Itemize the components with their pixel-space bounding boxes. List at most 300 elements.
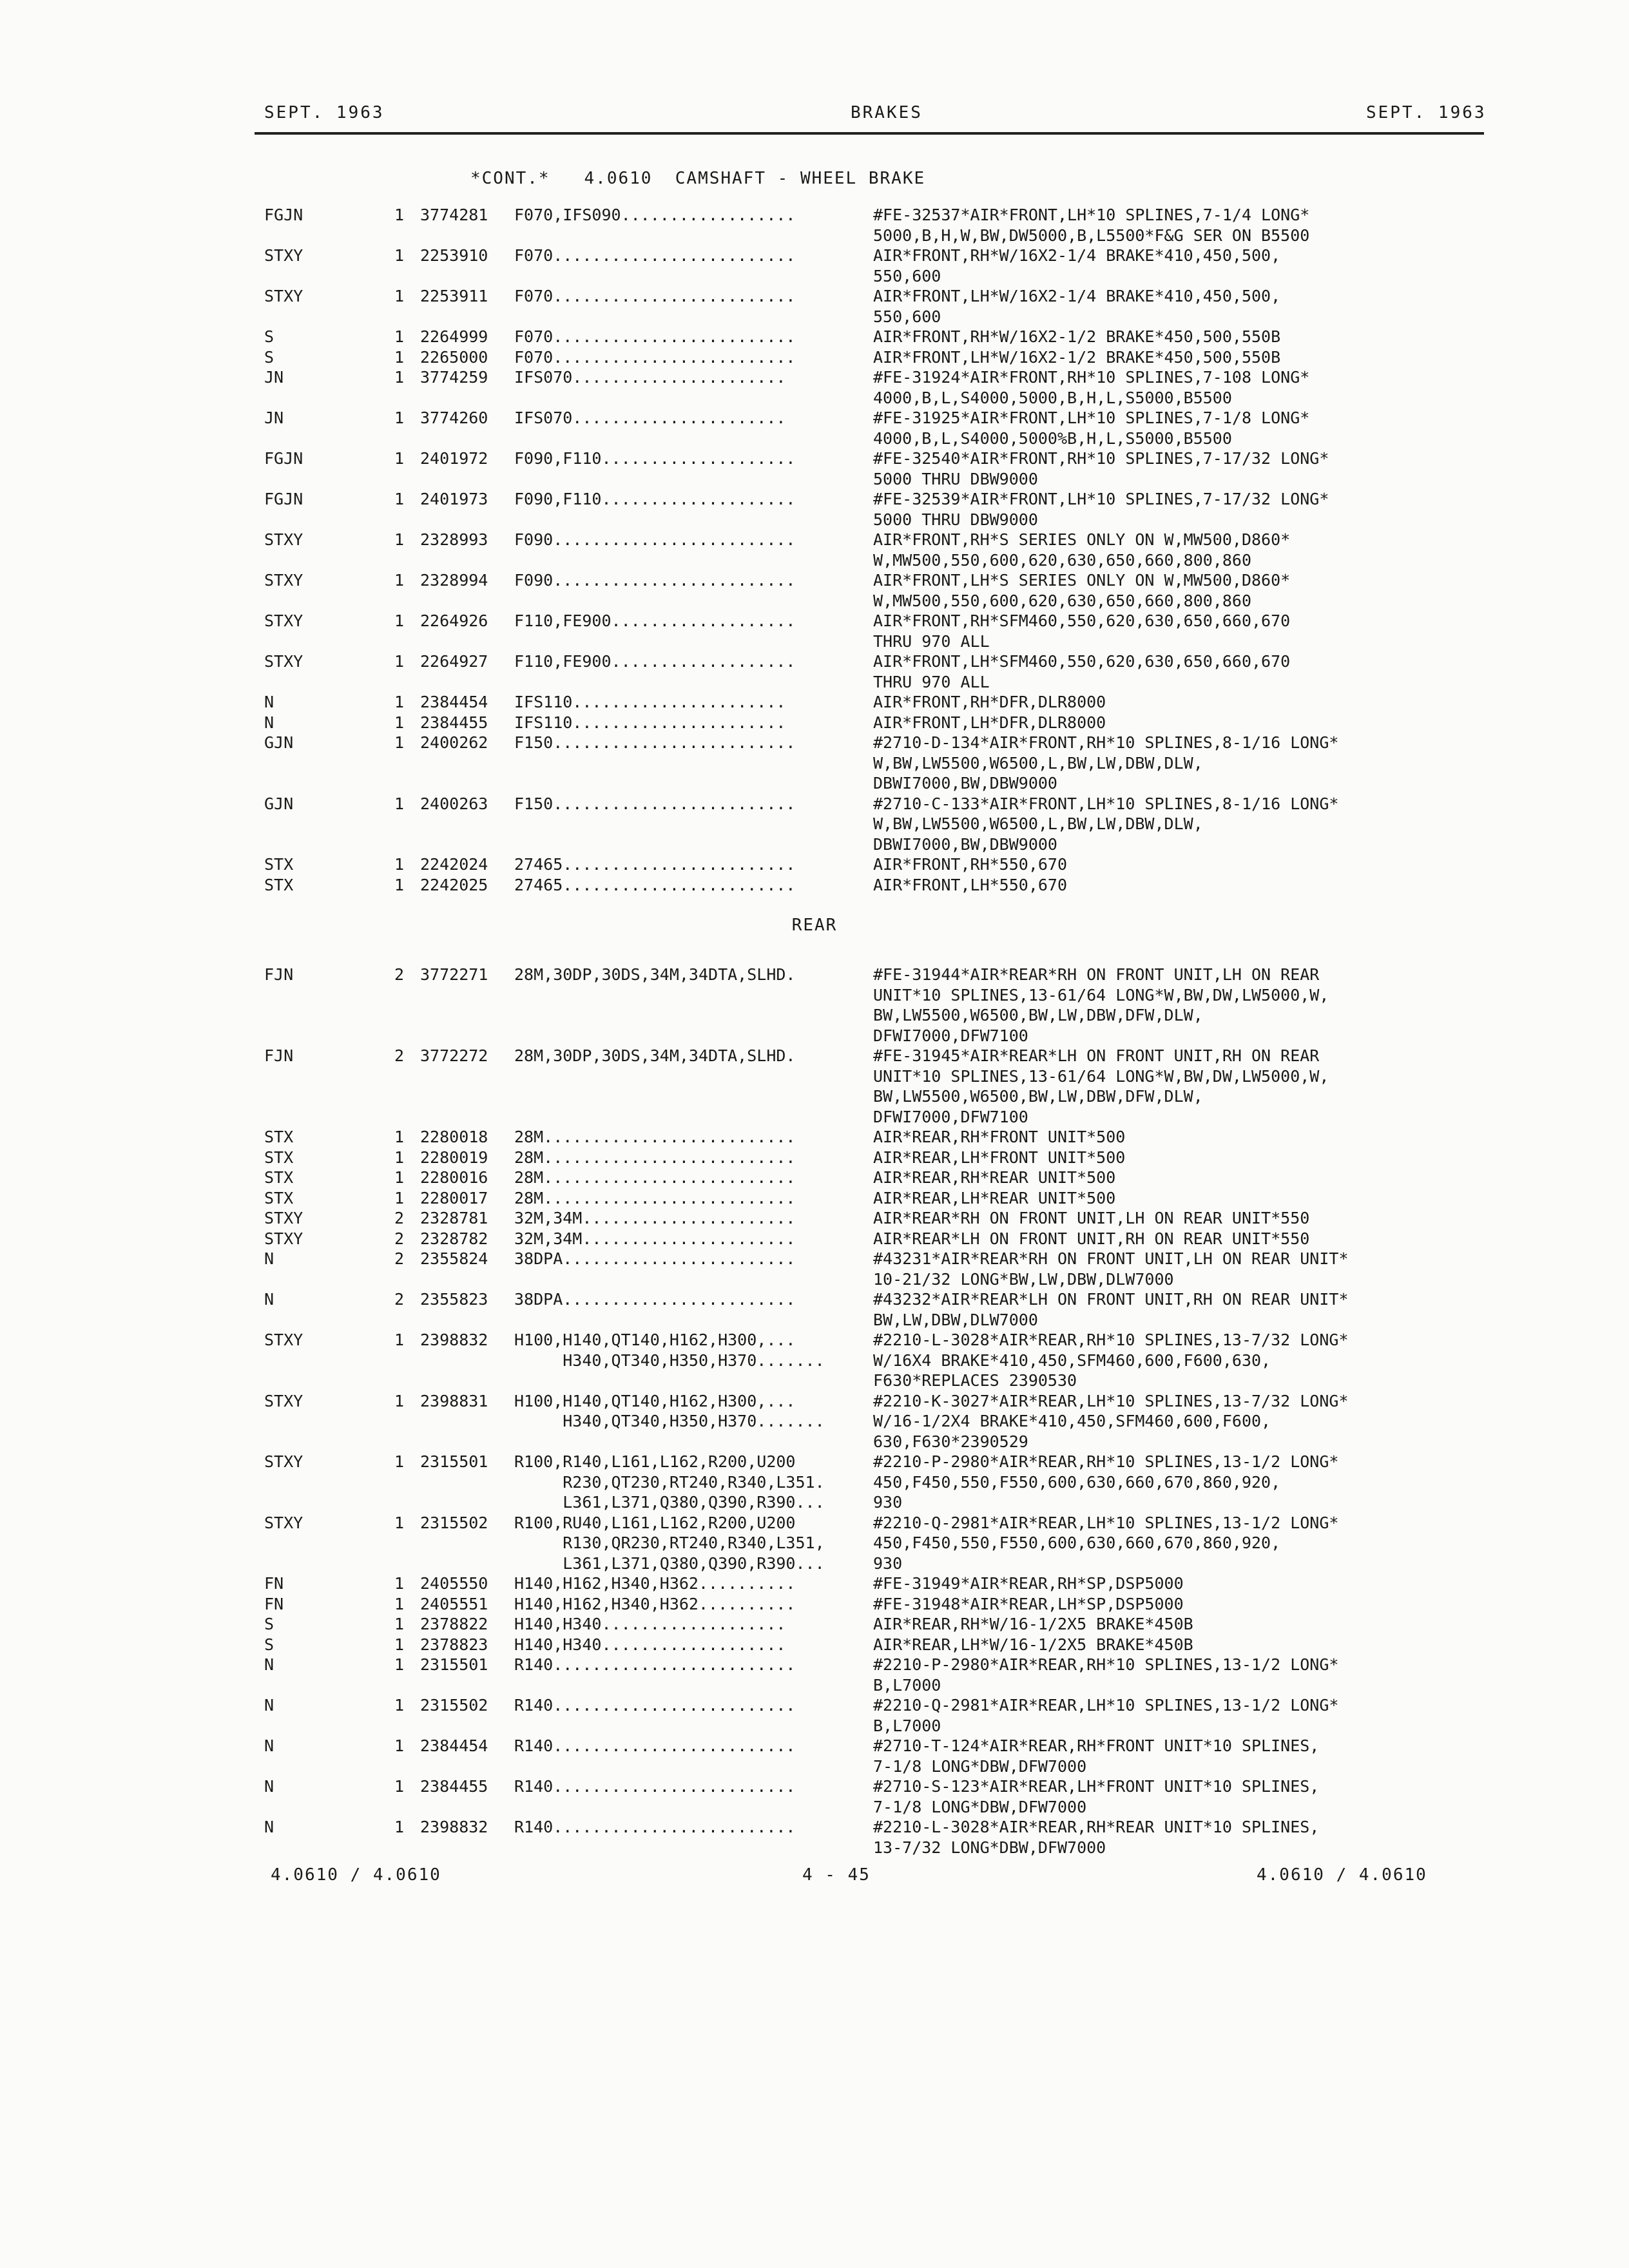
- part-number: 2280019: [420, 1148, 488, 1167]
- parts-list: [0, 205, 1629, 1858]
- part-row: [0, 1046, 1629, 1127]
- model-line: F070.........................: [514, 287, 796, 305]
- model-line: IFS070......................: [514, 408, 786, 427]
- description-line: 550,600: [873, 266, 941, 285]
- vehicle-code: JN: [264, 368, 284, 387]
- part-number: 2405550: [420, 1574, 488, 1593]
- model-line: R100,R140,L161,L162,R200,U200: [514, 1452, 796, 1471]
- model-line: 28M..........................: [514, 1168, 796, 1187]
- quantity: 1: [394, 246, 405, 265]
- part-description: [873, 692, 1479, 713]
- part-number: 2378822: [420, 1615, 488, 1633]
- description-line: #FE-32539*AIR*FRONT,LH*10 SPLINES,7-17/32 LONG*: [873, 490, 1329, 508]
- part-number: 2264926: [420, 611, 488, 630]
- description-line: #2210-L-3028*AIR*REAR,RH*10 SPLINES,13-7/32 LONG*: [873, 1331, 1349, 1349]
- model-list: [514, 1330, 865, 1370]
- description-line: DFWI7000,DFW7100: [873, 1107, 1028, 1126]
- quantity: 1: [394, 1391, 405, 1410]
- vehicle-code: N: [264, 1777, 275, 1796]
- vehicle-code: N: [264, 693, 275, 711]
- model-list: [514, 611, 865, 631]
- part-number: 2253910: [420, 246, 488, 265]
- vehicle-code: FN: [264, 1574, 284, 1593]
- quantity: 1: [394, 490, 405, 508]
- part-row: [0, 1229, 1629, 1249]
- model-list: [514, 794, 865, 814]
- part-row: [0, 854, 1629, 875]
- model-line: 28M,30DP,30DS,34M,34DTA,SLHD.: [514, 965, 796, 984]
- model-line: F090,F110....................: [514, 490, 796, 508]
- model-line: H100,H140,QT140,H162,H300,...: [514, 1391, 796, 1410]
- description-line: #FE-31925*AIR*FRONT,LH*10 SPLINES,7-1/8 LONG*: [873, 408, 1310, 427]
- part-row: [0, 875, 1629, 896]
- model-line: F070.........................: [514, 246, 796, 265]
- part-row: [0, 1635, 1629, 1655]
- part-description: [873, 611, 1479, 651]
- part-row: [0, 327, 1629, 347]
- model-list: [514, 1229, 865, 1249]
- quantity: 1: [394, 1696, 405, 1715]
- quantity: 1: [394, 368, 405, 387]
- description-line: UNIT*10 SPLINES,13-61/64 LONG*W,BW,DW,LW5000,W,: [873, 1066, 1329, 1086]
- quantity: 1: [394, 1331, 405, 1349]
- model-line: H340,QT340,H350,H370.......: [514, 1350, 825, 1370]
- part-row: [0, 1391, 1629, 1452]
- part-number: 2328781: [420, 1209, 488, 1227]
- description-line: #43231*AIR*REAR*RH ON FRONT UNIT,LH ON REAR UNIT*: [873, 1249, 1349, 1268]
- part-row: [0, 651, 1629, 692]
- quantity: 1: [394, 875, 405, 894]
- part-number: 2400263: [420, 794, 488, 813]
- quantity: 1: [394, 327, 405, 346]
- model-list: [514, 489, 865, 510]
- part-row: [0, 1655, 1629, 1695]
- part-description: [873, 245, 1479, 286]
- part-number: 2384455: [420, 713, 488, 732]
- part-description: [873, 1127, 1479, 1148]
- description-line: AIR*FRONT,LH*W/16X2-1/2 BRAKE*450,500,550B: [873, 347, 1281, 367]
- part-description: [873, 1391, 1479, 1452]
- description-line: BW,LW,DBW,DLW7000: [873, 1310, 1038, 1329]
- quantity: 1: [394, 855, 405, 874]
- part-row: [0, 1594, 1629, 1615]
- model-line: R140.........................: [514, 1736, 796, 1755]
- model-list: [514, 1148, 865, 1168]
- quantity: 1: [394, 794, 405, 813]
- description-line: AIR*FRONT,RH*DFR,DLR8000: [873, 693, 1106, 711]
- description-line: 450,F450,550,F550,600,630,660,670,860,920,: [873, 1472, 1281, 1492]
- model-list: [514, 1776, 865, 1797]
- vehicle-code: S: [264, 1635, 275, 1654]
- part-row: [0, 1208, 1629, 1229]
- quantity: 1: [394, 571, 405, 590]
- vehicle-code: STXY: [264, 1513, 304, 1532]
- quantity: 1: [394, 206, 405, 224]
- description-line: AIR*FRONT,RH*SFM460,550,620,630,650,660,670: [873, 611, 1291, 630]
- part-description: [873, 1695, 1479, 1736]
- description-line: 10-21/32 LONG*BW,LW,DBW,DLW7000: [873, 1269, 1174, 1289]
- description-line: UNIT*10 SPLINES,13-61/64 LONG*W,BW,DW,LW5000,W,: [873, 985, 1329, 1004]
- part-row: [0, 1776, 1629, 1817]
- part-description: [873, 965, 1479, 1046]
- part-description: [873, 1168, 1479, 1188]
- description-line: AIR*FRONT,LH*DFR,DLR8000: [873, 713, 1106, 732]
- model-list: [514, 448, 865, 469]
- part-description: [873, 854, 1479, 875]
- description-line: THRU 970 ALL: [873, 672, 990, 691]
- part-number: 2328782: [420, 1229, 488, 1248]
- part-number: 2242024: [420, 855, 488, 874]
- description-line: #FE-31924*AIR*FRONT,RH*10 SPLINES,7-108 LONG*: [873, 368, 1310, 387]
- part-number: 2253911: [420, 287, 488, 305]
- description-line: 5000 THRU DBW9000: [873, 469, 1038, 488]
- description-line: #2210-Q-2981*AIR*REAR,LH*10 SPLINES,13-1/2 LONG*: [873, 1513, 1339, 1532]
- part-number: 2355824: [420, 1249, 488, 1268]
- part-number: 2315501: [420, 1655, 488, 1674]
- part-number: 2264999: [420, 327, 488, 346]
- model-list: [514, 1614, 865, 1635]
- part-description: [873, 286, 1479, 327]
- part-number: 2315502: [420, 1513, 488, 1532]
- description-line: #2710-T-124*AIR*REAR,RH*FRONT UNIT*10 SPLINES,: [873, 1736, 1320, 1755]
- quantity: 1: [394, 1574, 405, 1593]
- part-row: [0, 408, 1629, 448]
- model-list: [514, 1249, 865, 1269]
- part-row: [0, 1127, 1629, 1148]
- part-number: 2398832: [420, 1331, 488, 1349]
- description-line: AIR*FRONT,RH*W/16X2-1/4 BRAKE*410,450,500,: [873, 246, 1281, 265]
- vehicle-code: STXY: [264, 611, 304, 630]
- part-number: 2280016: [420, 1168, 488, 1187]
- description-line: AIR*FRONT,RH*S SERIES ONLY ON W,MW500,D860*: [873, 530, 1291, 549]
- part-description: [873, 367, 1479, 408]
- part-number: 2401972: [420, 449, 488, 468]
- part-row: [0, 1148, 1629, 1168]
- vehicle-code: STX: [264, 1128, 294, 1146]
- model-line: 28M..........................: [514, 1148, 796, 1167]
- quantity: 1: [394, 1655, 405, 1674]
- model-list: [514, 1817, 865, 1838]
- vehicle-code: STXY: [264, 1209, 304, 1227]
- quantity: 2: [394, 1229, 405, 1248]
- description-line: AIR*REAR,LH*REAR UNIT*500: [873, 1188, 1116, 1207]
- description-line: #FE-31948*AIR*REAR,LH*SP,DSP5000: [873, 1594, 1184, 1613]
- model-list: [514, 1391, 865, 1432]
- description-line: #43232*AIR*REAR*LH ON FRONT UNIT,RH ON REAR UNIT*: [873, 1290, 1349, 1309]
- quantity: 1: [394, 1168, 405, 1187]
- part-number: 2405551: [420, 1594, 488, 1613]
- vehicle-code: JN: [264, 408, 284, 427]
- part-number: 2355823: [420, 1290, 488, 1309]
- model-line: 28M,30DP,30DS,34M,34DTA,SLHD.: [514, 1046, 796, 1065]
- vehicle-code: S: [264, 327, 275, 346]
- description-line: #2210-Q-2981*AIR*REAR,LH*10 SPLINES,13-1/2 LONG*: [873, 1696, 1339, 1715]
- model-line: F150.........................: [514, 794, 796, 813]
- model-list: [514, 875, 865, 896]
- model-list: [514, 347, 865, 368]
- part-number: 2315502: [420, 1696, 488, 1715]
- description-line: 5000,B,H,W,BW,DW5000,B,L5500*F&G SER ON B5500: [873, 226, 1310, 245]
- vehicle-code: N: [264, 1818, 275, 1836]
- model-line: R140.........................: [514, 1818, 796, 1836]
- part-description: [873, 408, 1479, 448]
- part-row: [0, 794, 1629, 855]
- vehicle-code: STXY: [264, 530, 304, 549]
- description-line: #2710-D-134*AIR*FRONT,RH*10 SPLINES,8-1/16 LONG*: [873, 733, 1339, 752]
- description-line: AIR*FRONT,RH*550,670: [873, 855, 1068, 874]
- part-description: [873, 794, 1479, 855]
- part-row: [0, 1513, 1629, 1574]
- part-number: 2384454: [420, 1736, 488, 1755]
- model-list: [514, 570, 865, 591]
- part-number: 2264927: [420, 652, 488, 671]
- model-line: R230,QT230,RT240,R340,L351.: [514, 1472, 825, 1492]
- model-line: 32M,34M......................: [514, 1229, 796, 1248]
- vehicle-code: N: [264, 1696, 275, 1715]
- description-line: DFWI7000,DFW7100: [873, 1026, 1028, 1045]
- vehicle-code: STXY: [264, 1452, 304, 1471]
- part-row: [0, 611, 1629, 651]
- model-line: F150.........................: [514, 733, 796, 752]
- description-line: W/16-1/2X4 BRAKE*410,450,SFM460,600,F600,: [873, 1412, 1271, 1430]
- vehicle-code: FN: [264, 1594, 284, 1613]
- model-list: [514, 286, 865, 307]
- quantity: 1: [394, 287, 405, 305]
- vehicle-code: FGJN: [264, 490, 304, 508]
- part-number: 2280017: [420, 1188, 488, 1207]
- model-line: 28M..........................: [514, 1188, 796, 1207]
- part-row: [0, 1736, 1629, 1776]
- part-description: [873, 1655, 1479, 1695]
- description-line: THRU 970 ALL: [873, 631, 990, 651]
- vehicle-code: N: [264, 1290, 275, 1309]
- model-line: L361,L371,Q380,Q390,R390...: [514, 1553, 825, 1573]
- part-number: 2280018: [420, 1128, 488, 1146]
- model-line: 38DPA........................: [514, 1249, 796, 1268]
- description-line: #2210-L-3028*AIR*REAR,RH*REAR UNIT*10 SPLINES,: [873, 1818, 1320, 1836]
- description-line: #2210-P-2980*AIR*REAR,RH*10 SPLINES,13-1/2 LONG*: [873, 1655, 1339, 1674]
- part-row: [0, 448, 1629, 489]
- part-number: 2315501: [420, 1452, 488, 1471]
- model-list: [514, 1208, 865, 1229]
- part-description: [873, 1148, 1479, 1168]
- description-line: #2210-K-3027*AIR*REAR,LH*10 SPLINES,13-7/32 LONG*: [873, 1391, 1349, 1410]
- description-line: AIR*REAR,RH*FRONT UNIT*500: [873, 1128, 1126, 1146]
- part-row: [0, 1249, 1629, 1289]
- description-line: BW,LW5500,W6500,BW,LW,DBW,DFW,DLW,: [873, 1087, 1203, 1106]
- vehicle-code: STX: [264, 1168, 294, 1187]
- model-list: [514, 205, 865, 226]
- part-number: 2398831: [420, 1391, 488, 1410]
- part-row: [0, 1614, 1629, 1635]
- description-line: AIR*REAR,RH*REAR UNIT*500: [873, 1168, 1116, 1187]
- footer-ref-left: 4.0610 / 4.0610: [271, 1865, 441, 1885]
- description-line: 4000,B,L,S4000,5000,B,H,L,S5000,B5500: [873, 388, 1232, 407]
- vehicle-code: STXY: [264, 1391, 304, 1410]
- description-line: 550,600: [873, 307, 941, 326]
- part-number: 2265000: [420, 347, 488, 367]
- part-row: [0, 692, 1629, 713]
- model-list: [514, 733, 865, 753]
- quantity: 2: [394, 1290, 405, 1309]
- part-description: [873, 1046, 1479, 1127]
- part-number: 2242025: [420, 875, 488, 894]
- model-list: [514, 854, 865, 875]
- model-list: [514, 408, 865, 428]
- part-description: [873, 1249, 1479, 1289]
- description-line: 13-7/32 LONG*DBW,DFW7000: [873, 1838, 1106, 1857]
- part-description: [873, 327, 1479, 347]
- description-line: AIR*REAR,RH*W/16-1/2X5 BRAKE*450B: [873, 1615, 1193, 1633]
- description-line: AIR*REAR,LH*FRONT UNIT*500: [873, 1148, 1126, 1167]
- part-description: [873, 1330, 1479, 1391]
- model-line: H140,H162,H340,H362..........: [514, 1574, 796, 1593]
- part-row: [0, 1330, 1629, 1391]
- header-date-left: SEPT. 1963: [264, 103, 385, 122]
- vehicle-code: N: [264, 1736, 275, 1755]
- description-line: W,MW500,550,600,620,630,650,660,800,860: [873, 591, 1251, 610]
- description-line: #FE-32537*AIR*FRONT,LH*10 SPLINES,7-1/4 LONG*: [873, 206, 1310, 224]
- part-number: 2328994: [420, 571, 488, 590]
- model-list: [514, 1695, 865, 1716]
- description-line: AIR*FRONT,RH*W/16X2-1/2 BRAKE*450,500,550B: [873, 327, 1281, 346]
- subheading: REAR: [791, 916, 838, 935]
- vehicle-code: GJN: [264, 733, 294, 752]
- model-list: [514, 1573, 865, 1594]
- part-description: [873, 1614, 1479, 1635]
- part-description: [873, 448, 1479, 489]
- description-line: 930: [873, 1493, 903, 1512]
- part-description: [873, 1776, 1479, 1817]
- model-list: [514, 367, 865, 388]
- vehicle-code: S: [264, 347, 275, 367]
- quantity: 1: [394, 1128, 405, 1146]
- part-row: [0, 367, 1629, 408]
- model-list: [514, 1127, 865, 1148]
- description-line: DBWI7000,BW,DBW9000: [873, 774, 1057, 793]
- header-section-title: BRAKES: [851, 103, 923, 122]
- part-description: [873, 1188, 1479, 1209]
- model-list: [514, 1046, 865, 1066]
- part-row: [0, 1695, 1629, 1736]
- model-line: F070.........................: [514, 327, 796, 346]
- part-number: 3772272: [420, 1046, 488, 1065]
- part-description: [873, 713, 1479, 733]
- model-line: H140,H340...................: [514, 1615, 786, 1633]
- part-row: [0, 570, 1629, 611]
- part-description: [873, 1736, 1479, 1776]
- part-row: [0, 347, 1629, 368]
- description-line: #2710-S-123*AIR*REAR,LH*FRONT UNIT*10 SPLINES,: [873, 1777, 1320, 1796]
- part-description: [873, 1573, 1479, 1594]
- part-row: [0, 245, 1629, 286]
- vehicle-code: N: [264, 1655, 275, 1674]
- model-list: [514, 1655, 865, 1675]
- model-line: L361,L371,Q380,Q390,R390...: [514, 1493, 825, 1512]
- part-row: [0, 1817, 1629, 1858]
- description-line: #2210-P-2980*AIR*REAR,RH*10 SPLINES,13-1/2 LONG*: [873, 1452, 1339, 1471]
- description-line: #FE-31949*AIR*REAR,RH*SP,DSP5000: [873, 1574, 1184, 1593]
- part-number: 2384455: [420, 1777, 488, 1796]
- model-line: H100,H140,QT140,H162,H300,...: [514, 1331, 796, 1349]
- model-line: 27465........................: [514, 875, 796, 894]
- quantity: 1: [394, 1513, 405, 1532]
- vehicle-code: FJN: [264, 1046, 294, 1065]
- part-description: [873, 1635, 1479, 1655]
- part-row: [0, 1452, 1629, 1513]
- description-line: AIR*FRONT,LH*S SERIES ONLY ON W,MW500,D860*: [873, 571, 1291, 590]
- model-line: F070,IFS090..................: [514, 206, 796, 224]
- part-number: 2398832: [420, 1818, 488, 1836]
- vehicle-code: GJN: [264, 794, 294, 813]
- quantity: 1: [394, 347, 405, 367]
- quantity: 1: [394, 1818, 405, 1836]
- model-line: H340,QT340,H350,H370.......: [514, 1412, 825, 1430]
- model-line: R130,QR230,RT240,R340,L351,: [514, 1533, 825, 1552]
- model-line: F090,F110....................: [514, 449, 796, 468]
- part-description: [873, 570, 1479, 611]
- part-description: [873, 1594, 1479, 1615]
- model-line: H140,H162,H340,H362..........: [514, 1594, 796, 1613]
- quantity: 1: [394, 693, 405, 711]
- vehicle-code: S: [264, 1615, 275, 1633]
- part-row: [0, 530, 1629, 570]
- part-number: 3774281: [420, 206, 488, 224]
- description-line: BW,LW5500,W6500,BW,LW,DBW,DFW,DLW,: [873, 1006, 1203, 1024]
- vehicle-code: STX: [264, 1188, 294, 1207]
- part-description: [873, 1229, 1479, 1249]
- part-description: [873, 530, 1479, 570]
- vehicle-code: N: [264, 1249, 275, 1268]
- quantity: 1: [394, 1777, 405, 1796]
- part-number: 3772271: [420, 965, 488, 984]
- part-description: [873, 205, 1479, 245]
- vehicle-code: STXY: [264, 571, 304, 590]
- description-line: 930: [873, 1553, 903, 1573]
- vehicle-code: N: [264, 713, 275, 732]
- quantity: 1: [394, 1736, 405, 1755]
- vehicle-code: STXY: [264, 652, 304, 671]
- vehicle-code: FGJN: [264, 206, 304, 224]
- description-line: W,MW500,550,600,620,630,650,660,800,860: [873, 550, 1251, 570]
- quantity: 2: [394, 965, 405, 984]
- part-number: 2378823: [420, 1635, 488, 1654]
- part-row: [0, 1168, 1629, 1188]
- model-line: IFS110......................: [514, 693, 786, 711]
- model-list: [514, 1736, 865, 1756]
- quantity: 1: [394, 1188, 405, 1207]
- footer-page-number: 4 - 45: [802, 1865, 871, 1885]
- footer-ref-right: 4.0610 / 4.0610: [1257, 1865, 1427, 1885]
- description-line: 7-1/8 LONG*DBW,DFW7000: [873, 1756, 1087, 1776]
- quantity: 1: [394, 1594, 405, 1613]
- vehicle-code: FJN: [264, 965, 294, 984]
- part-row: [0, 1289, 1629, 1330]
- quantity: 1: [394, 449, 405, 468]
- description-line: #FE-31945*AIR*REAR*LH ON FRONT UNIT,RH ON REAR: [873, 1046, 1320, 1065]
- quantity: 2: [394, 1249, 405, 1268]
- part-number: 2400262: [420, 733, 488, 752]
- part-row: [0, 965, 1629, 1046]
- quantity: 1: [394, 611, 405, 630]
- model-list: [514, 651, 865, 672]
- part-row: [0, 733, 1629, 794]
- description-line: W,BW,LW5500,W6500,L,BW,LW,DBW,DLW,: [873, 753, 1203, 773]
- description-line: 450,F450,550,F550,600,630,660,670,860,920,: [873, 1533, 1281, 1552]
- part-description: [873, 1817, 1479, 1858]
- description-line: 630,F630*2390529: [873, 1432, 1028, 1451]
- model-line: F110,FE900...................: [514, 652, 796, 671]
